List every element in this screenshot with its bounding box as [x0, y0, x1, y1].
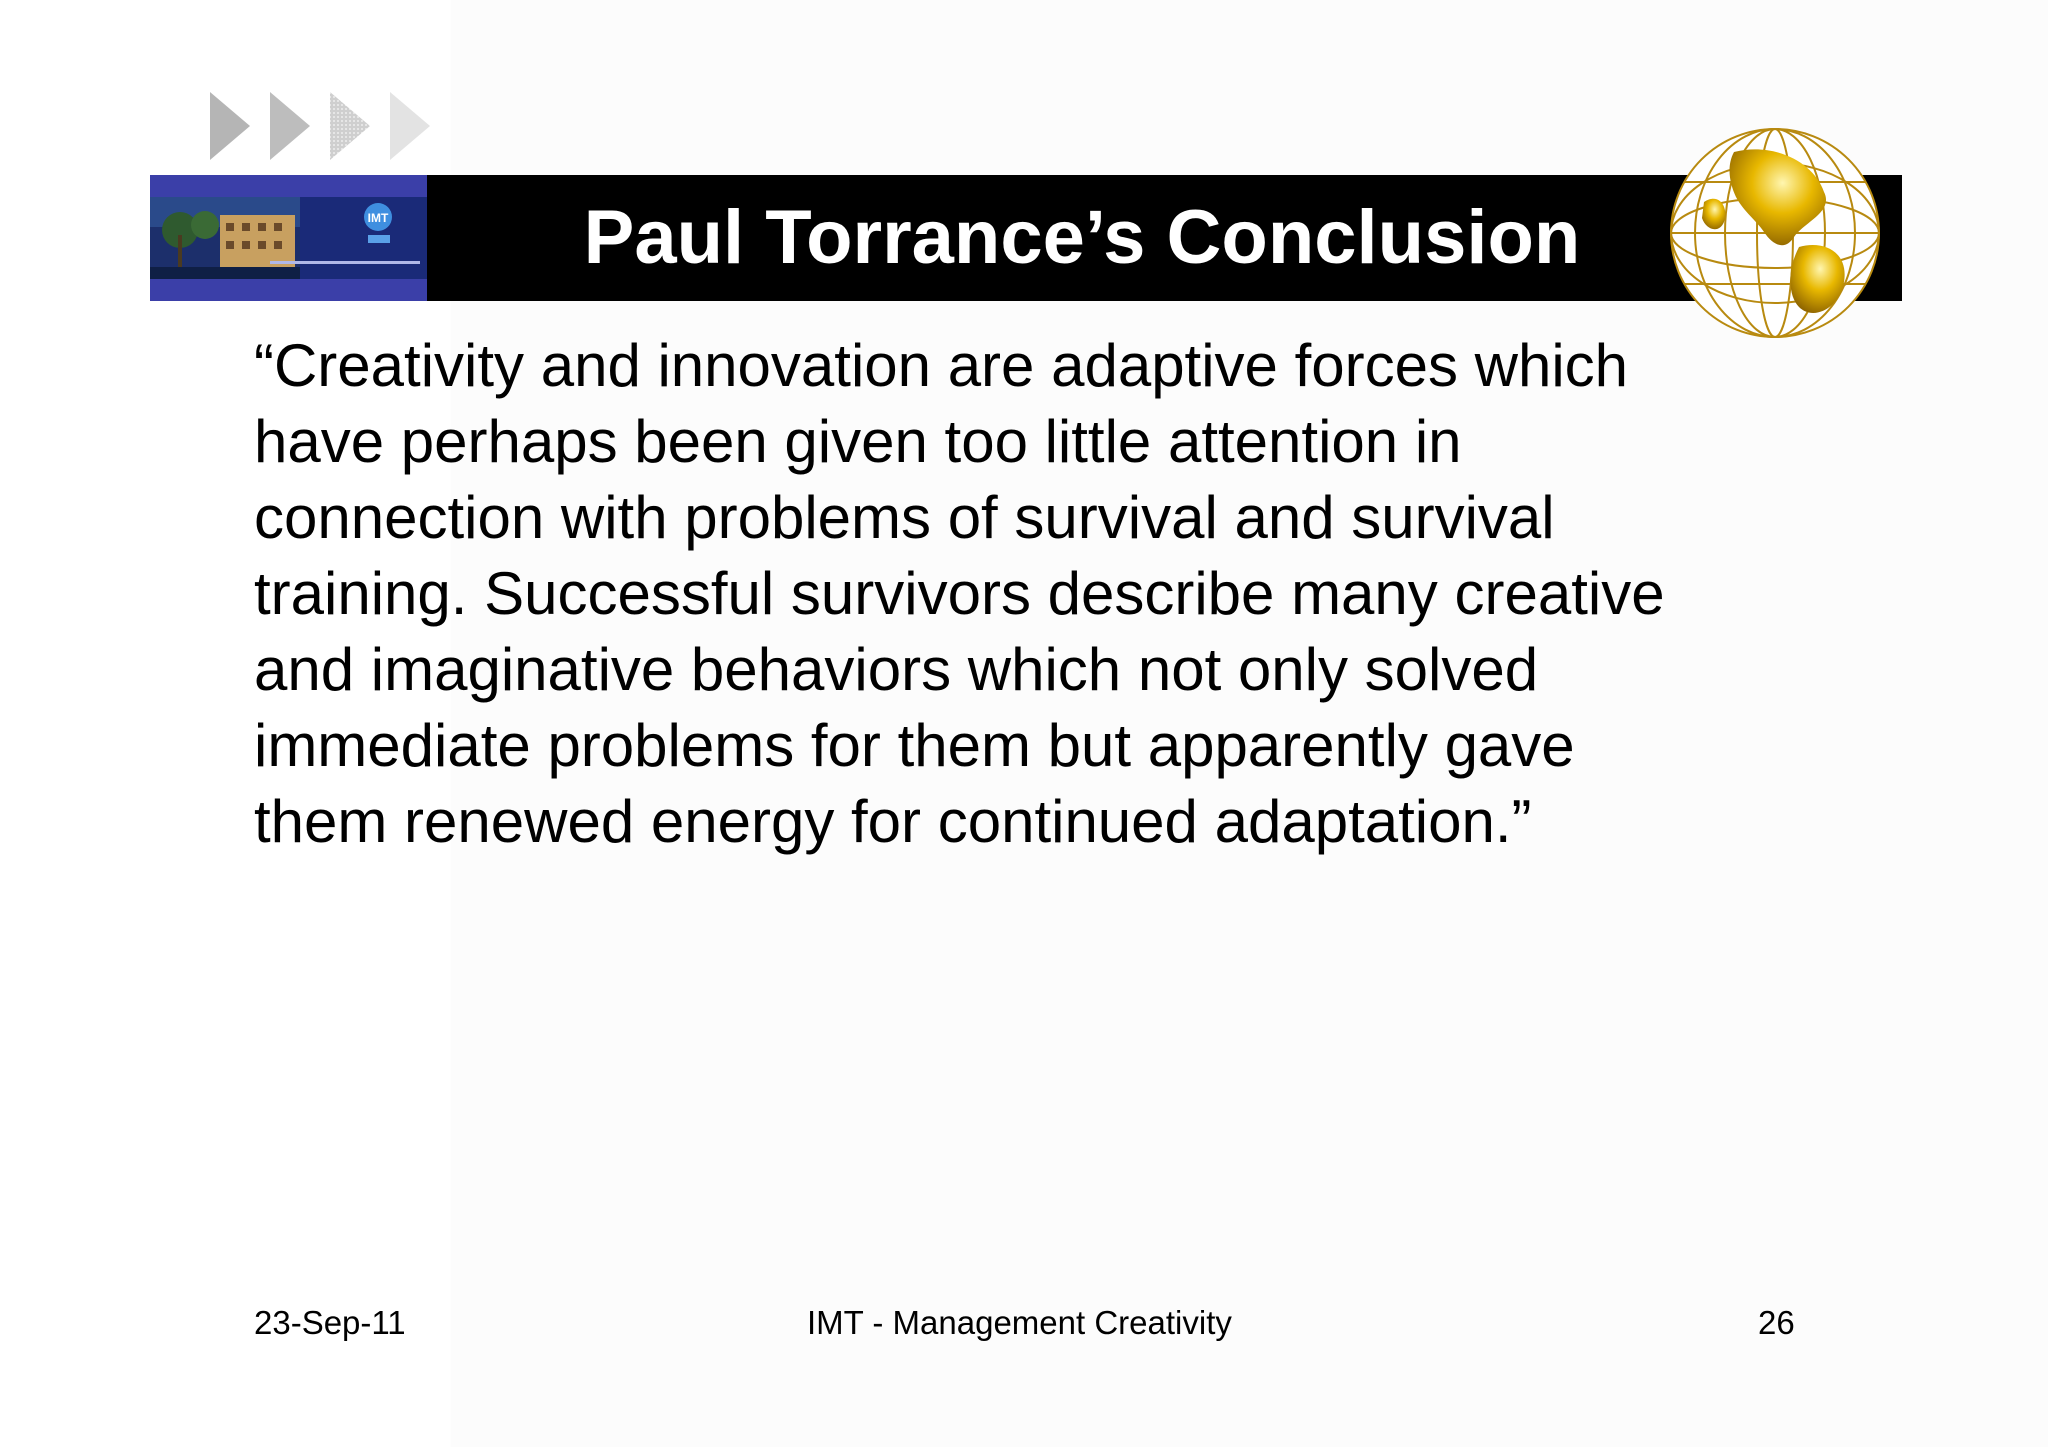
arrows-right-icon: [205, 88, 445, 164]
logo-image: [150, 175, 427, 301]
page-number: 26: [1758, 1304, 1795, 1341]
quote-line: “Creativity and innovation are adaptive forces which: [254, 332, 1629, 399]
institute-logo: [150, 175, 427, 301]
quote-line: immediate problems for them but apparently gave: [254, 712, 1575, 779]
quote-text: [254, 328, 1814, 860]
slide-title: Paul Torrance’s Conclusion: [583, 195, 1581, 280]
quote-line: training. Successful survivors describe many creative: [254, 560, 1665, 627]
quote-line: them renewed energy for continued adaptation.”: [254, 788, 1532, 855]
footer-date: 23-Sep-11: [254, 1304, 406, 1341]
quote-line: connection with problems of survival and survival: [254, 484, 1555, 551]
footer-title: IMT - Management Creativity: [807, 1304, 1232, 1341]
globe-icon: [1664, 122, 1886, 344]
svg-text:IMT: IMT: [367, 211, 389, 225]
quote-line: and imaginative behaviors which not only solved: [254, 636, 1539, 703]
quote-line: have perhaps been given too little attention in: [254, 408, 1462, 475]
